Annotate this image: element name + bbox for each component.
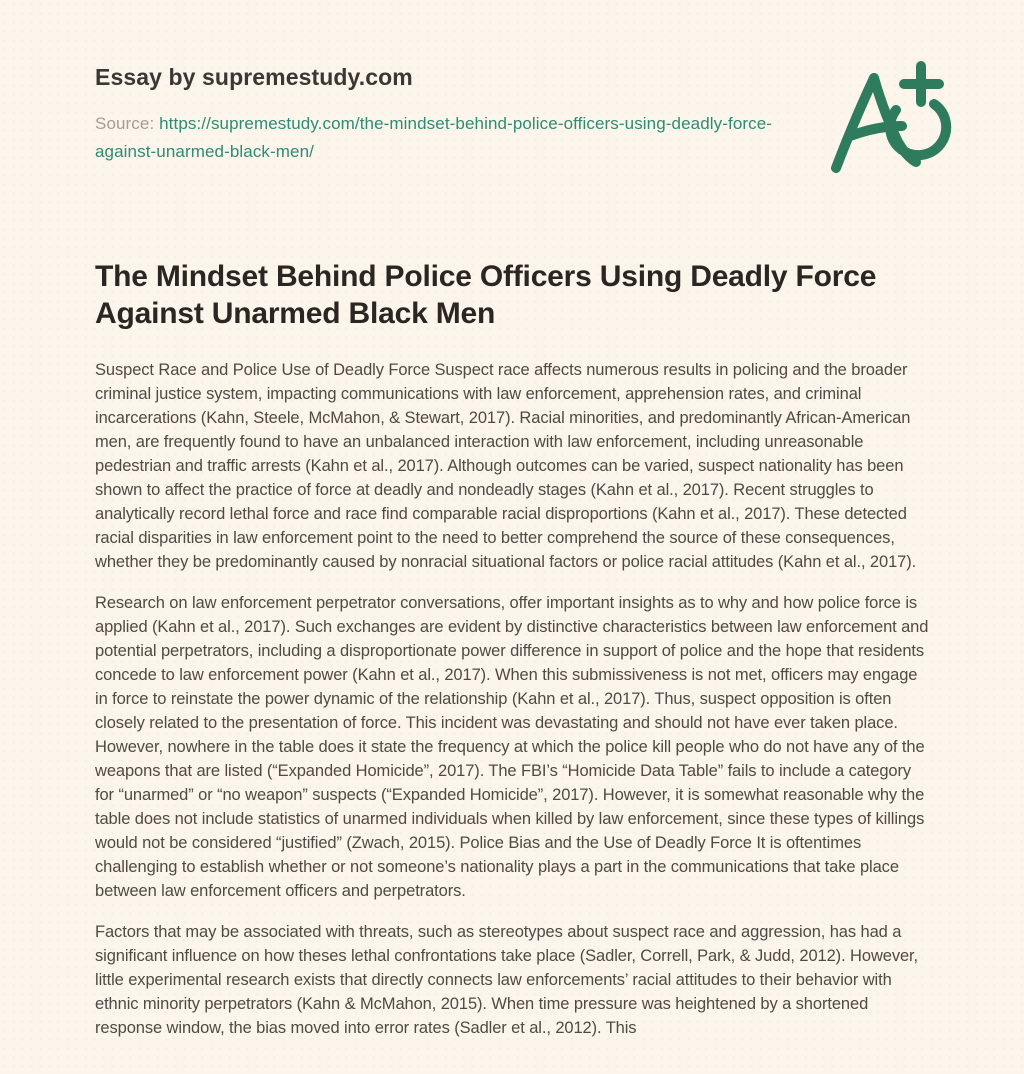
source-line [95, 110, 795, 166]
paragraph-1: Suspect Race and Police Use of Deadly Force Suspect race affects numerous results in policing and the broader criminal justice system, impacting communications with law enforcement, apprehension rates, and criminal incarcerations (Kahn, Steele, McMahon, & Stewart, 2017). Racial minorities, and predominantly African-American men, are frequently found to have an unbalanced interaction with law enforcement, including unreasonable pedestrian and traffic arrests (Kahn et al., 2017). Although outcomes can be varied, suspect nationality has been shown to affect the practice of force at deadly and nondeadly stages (Kahn et al., 2017). Recent struggles to analytically record lethal force and race find comparable racial disproportions (Kahn et al., 2017). These detected racial disparities in law enforcement point to the need to better comprehend the source of these consequences, whether they be predominantly caused by nonracial situational factors or police racial attitudes (Kahn et al., 2017). [95, 361, 917, 571]
a-plus-logo [822, 58, 952, 182]
essay-title: The Mindset Behind Police Officers Using Deadly Force Against Unarmed Black Men [95, 260, 877, 330]
a-left-stroke [836, 78, 874, 168]
source-link[interactable]: https://supremestudy.com/the-mindset-behind-police-officers-using-deadly-force-against-unarmed-black-men/ [95, 114, 773, 161]
paragraph-2: Research on law enforcement perpetrator conversations, offer important insights as to why and how police force is applied (Kahn et al., 2017). Such exchanges are evident by distinctive characteristics between law enforcement and potential perpetrators, including a disproportionate power difference in support of police and the hope that residents concede to law enforcement power (Kahn et al., 2017). When this submissiveness is not met, officers may engage in force to reinstate the power dynamic of the relationship (Kahn et al., 2017). Thus, suspect opposition is often closely related to the presentation of force. This incident was devastating and should not have ever taken place. However, nowhere in the table does it state the frequency at which the police kill people who do not have any of the weapons that are listed (“Expanded Homicide”, 2017). The FBI’s “Homicide Data Table” fails to include a category for “unarmed” or “no weapon” suspects (“Expanded Homicide”, 2017). However, it is somewhat reasonable why the table does not include statistics of unarmed individuals when killed by law enforcement, since these types of killings would not be considered “justified” (Zwach, 2015). Police Bias and the Use of Deadly Force It is oftentimes challenging to establish whether or not someone’s nationality plays a part in the communications that take place between law enforcement officers and perpetrators. [95, 594, 929, 900]
essay-body [95, 358, 929, 1040]
essay-content [95, 258, 929, 1040]
page-header [95, 64, 929, 166]
source-label: Source: [95, 114, 155, 133]
paragraph-3: Factors that may be associated with threats, such as stereotypes about suspect race and aggression, has had a significant influence on how theses lethal confrontations take place (Sadler, Correll, Park, & Judd, 2012). However, little experimental research exists that directly connects law enforcements’ racial attitudes to their behavior with ethnic minority perpetrators (Kahn & McMahon, 2015). When time pressure was heightened by a shortened response window, the bias moved into error rates (Sadler et al., 2012). This [95, 923, 919, 1037]
byline: Essay by supremestudy.com [95, 64, 413, 90]
